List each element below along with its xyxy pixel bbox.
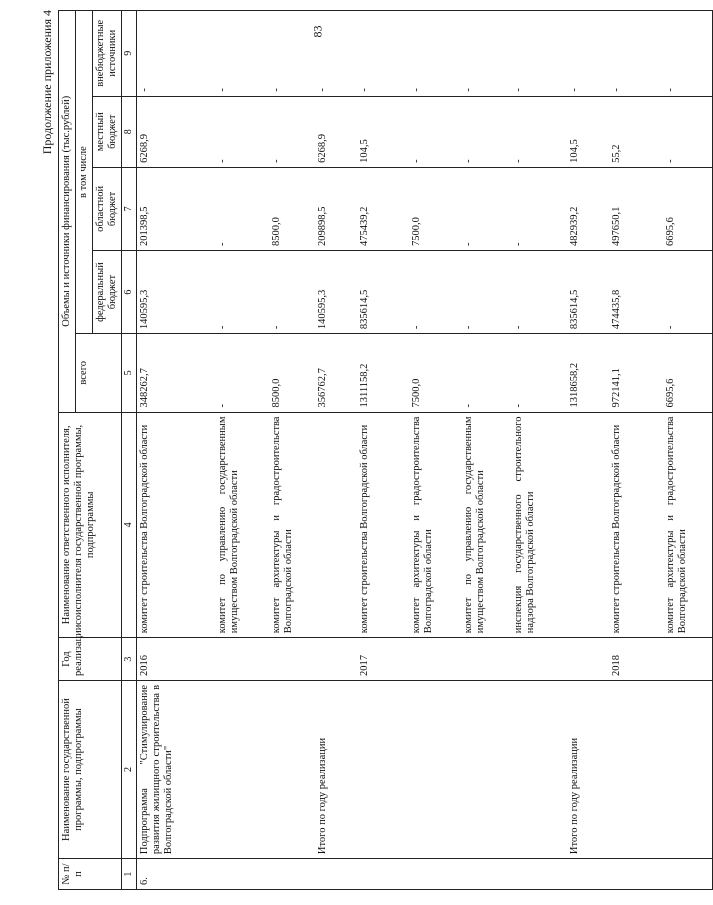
cell-offbudget: -	[663, 11, 713, 97]
cell-no	[409, 859, 461, 890]
cell-year: 2018	[609, 638, 663, 681]
cell-executor: комитет архитектуры и градостроительства Волгоградской области	[269, 412, 315, 638]
cell-regional: 497650,1	[609, 167, 663, 250]
cell-regional: 209898,5	[315, 167, 357, 250]
table-row	[511, 11, 567, 890]
cell-local: -	[409, 96, 461, 167]
cell-no	[215, 859, 269, 890]
table-row	[609, 11, 663, 890]
cell-total: 1318658,2	[567, 334, 609, 412]
cell-total: -	[511, 334, 567, 412]
cell-program	[409, 680, 461, 858]
cell-regional: 8500,0	[269, 167, 315, 250]
cell-local: 6268,9	[315, 96, 357, 167]
cell-offbudget: -	[409, 11, 461, 97]
cell-local: 55,2	[609, 96, 663, 167]
cell-offbudget: -	[357, 11, 409, 97]
cell-federal: -	[269, 250, 315, 333]
cell-year	[663, 638, 713, 681]
col-number: 1	[122, 859, 137, 890]
cell-no	[315, 859, 357, 890]
cell-offbudget: -	[215, 11, 269, 97]
cell-executor: комитет по управлению государственным имуществом Волгоградской области	[215, 412, 269, 638]
table-header	[59, 11, 137, 890]
cell-year: 2016	[137, 638, 215, 681]
cell-local: -	[461, 96, 511, 167]
cell-program	[461, 680, 511, 858]
table-row	[215, 11, 269, 890]
header-offbudget: внебюджетные источники	[93, 11, 122, 97]
cell-program	[269, 680, 315, 858]
header-program: Наименование государственной программы, подпрограммы	[59, 680, 122, 858]
cell-federal: -	[511, 250, 567, 333]
rotated-table-page	[40, 10, 688, 890]
cell-total: 972141,1	[609, 334, 663, 412]
cell-regional: 201398,5	[137, 167, 215, 250]
cell-offbudget: -	[609, 11, 663, 97]
table-row	[269, 11, 315, 890]
cell-program: Итого по году реализации	[567, 680, 609, 858]
header-year: Год реализации	[59, 638, 122, 681]
cell-offbudget: -	[315, 11, 357, 97]
cell-executor: комитет строительства Волгоградской области	[137, 412, 215, 638]
cell-executor: комитет строительства Волгоградской области	[357, 412, 409, 638]
cell-total: 348262,7	[137, 334, 215, 412]
col-number: 8	[122, 96, 137, 167]
header-executor: Наименование ответственного исполнителя, соисполнителя государственной программы, подпрограммы	[59, 412, 122, 638]
table-row	[357, 11, 409, 890]
cell-program	[215, 680, 269, 858]
cell-regional: 6695,6	[663, 167, 713, 250]
cell-offbudget: -	[511, 11, 567, 97]
col-number: 5	[122, 334, 137, 412]
cell-local: -	[269, 96, 315, 167]
cell-no	[461, 859, 511, 890]
cell-regional: -	[461, 167, 511, 250]
cell-total: 356762,7	[315, 334, 357, 412]
header-local: местный бюджет	[93, 96, 122, 167]
cell-total: 6695,6	[663, 334, 713, 412]
cell-program: Итого по году реализации	[315, 680, 357, 858]
cell-executor	[567, 412, 609, 638]
cell-offbudget: -	[567, 11, 609, 97]
cell-total: -	[461, 334, 511, 412]
cell-offbudget: -	[269, 11, 315, 97]
cell-total: 8500,0	[269, 334, 315, 412]
cell-federal: -	[663, 250, 713, 333]
cell-local: -	[663, 96, 713, 167]
cell-executor: комитет строительства Волгоградской области	[609, 412, 663, 638]
cell-local: 104,5	[567, 96, 609, 167]
cell-regional: 482939,2	[567, 167, 609, 250]
cell-regional: -	[215, 167, 269, 250]
cell-federal: 474435,8	[609, 250, 663, 333]
cell-regional: -	[511, 167, 567, 250]
cell-federal: 835614,5	[567, 250, 609, 333]
cell-federal: 140595,3	[315, 250, 357, 333]
cell-local: 6268,9	[137, 96, 215, 167]
cell-federal: 140595,3	[137, 250, 215, 333]
header-incl: в том числе	[76, 11, 93, 334]
cell-executor: комитет архитектуры и градостроительства Волгоградской области	[663, 412, 713, 638]
cell-year	[461, 638, 511, 681]
col-number: 6	[122, 250, 137, 333]
cell-year	[409, 638, 461, 681]
appendix-caption: Продолжение приложения 4	[40, 10, 54, 155]
cell-year	[215, 638, 269, 681]
col-number: 3	[122, 638, 137, 681]
cell-federal: 835614,5	[357, 250, 409, 333]
header-total: всего	[76, 334, 122, 412]
cell-no	[609, 859, 663, 890]
cell-total: 1311158,2	[357, 334, 409, 412]
column-number-row	[122, 11, 137, 890]
col-number: 9	[122, 11, 137, 97]
cell-no	[567, 859, 609, 890]
header-federal: федеральный бюджет	[93, 250, 122, 333]
cell-offbudget: -	[137, 11, 215, 97]
table-row	[315, 11, 357, 890]
cell-no	[269, 859, 315, 890]
header-no: № п/п	[59, 859, 122, 890]
cell-federal: -	[215, 250, 269, 333]
cell-total: -	[215, 334, 269, 412]
cell-executor: комитет по управлению государственным имуществом Волгоградской области	[461, 412, 511, 638]
cell-local: -	[215, 96, 269, 167]
funding-table	[58, 10, 713, 890]
cell-year	[567, 638, 609, 681]
cell-year	[511, 638, 567, 681]
cell-program: Подпрограмма "Стимулирование развития жилищного строительства в Волгоградской области"	[137, 680, 215, 858]
cell-executor: инспекция государственного строительного надзора Волгоградской области	[511, 412, 567, 638]
cell-year: 2017	[357, 638, 409, 681]
cell-regional: 475439,2	[357, 167, 409, 250]
table-row	[137, 11, 215, 890]
cell-program	[357, 680, 409, 858]
cell-program	[609, 680, 663, 858]
table-row	[663, 11, 713, 890]
cell-executor	[315, 412, 357, 638]
col-number: 2	[122, 680, 137, 858]
cell-no	[663, 859, 713, 890]
table-body	[137, 11, 713, 890]
col-number: 4	[122, 412, 137, 638]
cell-local: 104,5	[357, 96, 409, 167]
table-row	[461, 11, 511, 890]
cell-total: 7500,0	[409, 334, 461, 412]
cell-year	[315, 638, 357, 681]
cell-no: 6.	[137, 859, 215, 890]
cell-program	[511, 680, 567, 858]
cell-no	[357, 859, 409, 890]
header-regional: областной бюджет	[93, 167, 122, 250]
cell-executor: комитет архитектуры и градостроительства Волгоградской области	[409, 412, 461, 638]
header-funding: Объемы и источники финансирования (тыс.рублей)	[59, 11, 76, 413]
cell-federal: -	[461, 250, 511, 333]
col-number: 7	[122, 167, 137, 250]
cell-no	[511, 859, 567, 890]
cell-year	[269, 638, 315, 681]
cell-local: -	[511, 96, 567, 167]
cell-federal: -	[409, 250, 461, 333]
table-row	[567, 11, 609, 890]
cell-program	[663, 680, 713, 858]
cell-regional: 7500,0	[409, 167, 461, 250]
cell-offbudget: -	[461, 11, 511, 97]
table-row	[409, 11, 461, 890]
page-number: 83	[310, 25, 325, 38]
